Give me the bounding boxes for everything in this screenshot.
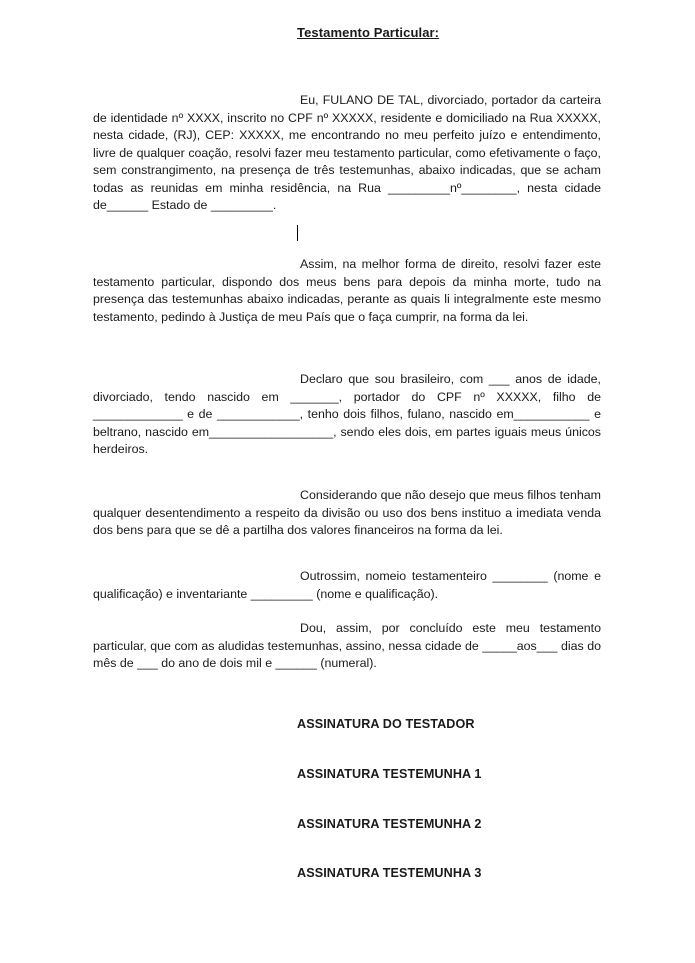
signature-testator: ASSINATURA DO TESTADOR	[297, 717, 475, 731]
text-cursor	[297, 225, 298, 241]
paragraph-identification: Eu, FULANO DE TAL, divorciado, portador da carteira de identidade nº XXXX, inscrito no CPF nº XXXXX, residente e domiciliado na Rua XXXXX, nesta cidade, (RJ), CEP: XXXXX, me encontrando no meu perfeito juízo e entendimento, livre de qualquer coação, resolvi fazer meu testamento particular, como efetivamente o faço, sem constrangimento, na presença de três testemunhas, abaixo indicadas, que se acham todas as reunidas em minha residência, na Rua _________nº________, nesta cidade de______ Estado de _________.	[93, 93, 601, 212]
signature-witness-1: ASSINATURA TESTEMUNHA 1	[297, 767, 482, 781]
signature-witness-2: ASSINATURA TESTEMUNHA 2	[297, 817, 482, 831]
paragraph-asset-sale: Considerando que não desejo que meus filhos tenham qualquer desentendimento a respeito da divisão ou uso dos bens instituo a imediata venda dos bens para que se dê a partilha dos valores financeiros na forma da lei.	[93, 488, 601, 537]
signature-witness-3: ASSINATURA TESTEMUNHA 3	[297, 866, 482, 880]
document-title: Testamento Particular:	[297, 25, 440, 40]
paragraph-conclusion: Dou, assim, por concluído este meu testamento particular, que com as aludidas testemunhas, assino, nessa cidade de _____aos___ dias do mês de ___ do ano de dois mil e ______ (numeral).	[93, 621, 601, 670]
paragraph-declaration: Declaro que sou brasileiro, com ___ anos de idade, divorciado, tendo nascido em _______, portador do CPF nº XXXXX, filho de _____________ e de ____________, tenho dois filhos, fulano, nascido em___________ e beltrano, nascido em__________________, sendo eles dois, em partes iguais meus únicos herdeiros.	[93, 372, 601, 456]
paragraph-purpose: Assim, na melhor forma de direito, resolvi fazer este testamento particular, dispondo dos meus bens para depois da minha morte, tudo na presença das testemunhas abaixo indicadas, perante as quais li integralmente este mesmo testamento, pedindo à Justiça de meu País que o faça cumprir, na forma da lei.	[93, 257, 601, 324]
paragraph-executor: Outrossim, nomeio testamenteiro ________ (nome e qualificação) e inventariante _________ (nome e qualificação).	[93, 569, 601, 601]
